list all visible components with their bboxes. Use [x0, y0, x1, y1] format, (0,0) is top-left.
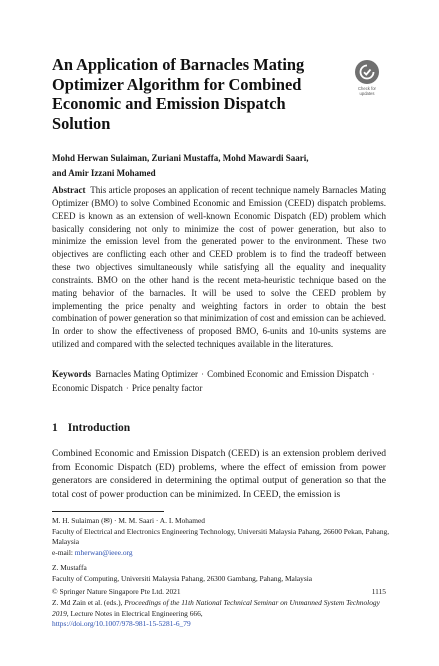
- keyword-separator: ·: [371, 370, 375, 379]
- footnote-affiliation-2: Faculty of Computing, Universiti Malaysia Pahang, 26300 Gambang, Pahang, Malaysia: [52, 573, 313, 583]
- citation-proceedings: Proceedings of the 11th National Technical Seminar on Unmanned System Technology 2019: [52, 597, 380, 618]
- footnotes: [52, 516, 392, 585]
- footnote-email-line: [52, 548, 392, 559]
- keyword-item: Economic Dispatch: [52, 382, 123, 393]
- footnote-author-names: M. H. Sulaiman (✉) · M. M. Saari · A. I. Mohamed: [52, 516, 205, 525]
- citation-line: [52, 598, 386, 620]
- section-number: 1: [52, 422, 58, 434]
- abstract-text: This article proposes an application of recent technique namely Barnacles Mating Optimizer (BMO) to solve Combined Economic and Emission (CEED) dispatch problems. CEED is known as an extension of well-known Economic Dispatch (ED) problem which basically considering not only to minimize the cost of power generation, but also to minimize the emission level from the generated power to the environment. These two objectives are conflicting each other and CEED problem is to find the tradeoff between these two objectives simultaneously while satisfying all the equality and inequality constraints. BMO on the other hand is the recent meta-heuristic technique based on the mating behavior of the barnacles. It will be used to solve the CEED problem by implementing the price penalty and weighting factors in order to obtain the best combination of power generation so that minimization of cost and emission can be achieved. In order to show the effectiveness of proposed BMO, 6-units and 10-units systems are utilized and compared with the selected techniques available in the literatures.: [52, 185, 386, 350]
- doi-line: [52, 619, 386, 630]
- check-for-updates-icon: [355, 60, 379, 84]
- copyright-line: © Springer Nature Singapore Pte Ltd. 2021: [52, 587, 181, 596]
- keywords-label: Keywords: [52, 369, 91, 379]
- section-title: Introduction: [67, 422, 131, 434]
- keywords: [52, 368, 386, 396]
- keyword-separator: ·: [201, 370, 204, 379]
- check-for-updates-badge[interactable]: [350, 60, 384, 96]
- footnote-divider: [52, 511, 164, 512]
- check-for-updates-label: Check for updates: [358, 86, 376, 96]
- introduction-text: Combined Economic and Emission Dispatch (CEED) is an extension problem derived from Economic Dispatch (ED) problems, where the effect of emission from power generators are considered in determining the optimal output of generation so that the total cost of power production can be minimized. In CEED, the emission is: [52, 448, 386, 500]
- keyword-item: Combined Economic and Emission Dispatch: [207, 369, 369, 379]
- author-line-2: and Amir Izzani Mohamed: [52, 167, 156, 178]
- author-list: [52, 151, 392, 180]
- paper-title: An Application of Barnacles Mating Optimizer Algorithm for Combined Economic and Emission Dispatch Solution: [52, 55, 305, 133]
- citation-editors: Z. Md Zain et al. (eds.),: [52, 597, 123, 607]
- section-heading: [52, 422, 130, 434]
- keyword-item: Price penalty factor: [131, 382, 203, 393]
- keyword-separator: ·: [125, 383, 129, 393]
- footnote-affiliation-1: Faculty of Electrical and Electronics Engineering Technology, Universiti Malaysia Pahang, 26600 Pekan, Pahang, Malaysia: [52, 526, 390, 547]
- page-number: 1115: [371, 587, 386, 596]
- email-label: e-mail:: [52, 547, 73, 557]
- email-link[interactable]: mherwan@ieee.org: [74, 547, 133, 557]
- keyword-item: Barnacles Mating Optimizer: [95, 369, 198, 379]
- abstract-label: Abstract: [52, 185, 86, 195]
- author-line-1: Mohd Herwan Sulaiman, Zuriani Mustaffa, Mohd Mawardi Saari,: [52, 153, 309, 163]
- abstract: [52, 184, 386, 351]
- page-footer: [52, 587, 386, 630]
- citation-series: , Lecture Notes in Electrical Engineering 666,: [66, 608, 203, 618]
- doi-link[interactable]: https://doi.org/10.1007/978-981-15-5281-6_79: [52, 619, 191, 629]
- footnote-author-2: Z. Mustaffa: [52, 563, 87, 573]
